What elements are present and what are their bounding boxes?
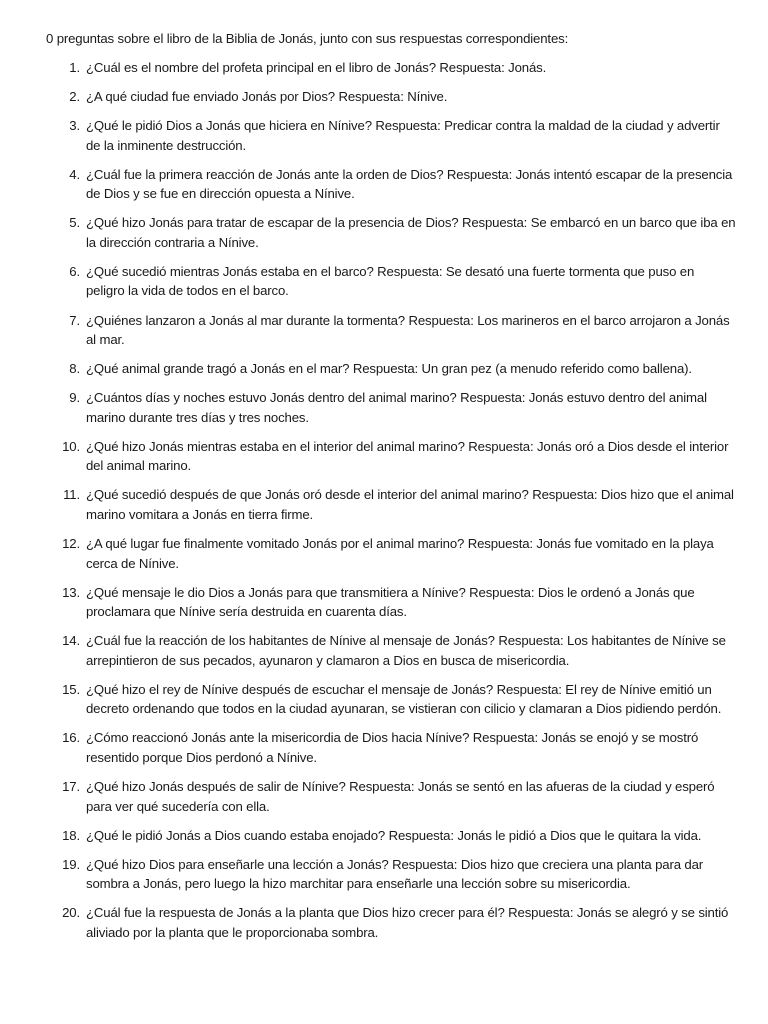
question-text: ¿A qué ciudad fue enviado Jonás por Dios? Respuesta: Nínive. [86, 89, 448, 105]
question-item [46, 826, 736, 846]
question-number: 11. [63, 487, 80, 503]
question-text: ¿Qué le pidió Jonás a Dios cuando estaba enojado? Respuesta: Jonás le pidió a Dios que le quitara la vida. [86, 827, 702, 843]
question-number: 18. [62, 827, 80, 843]
question-text: ¿Cuál es el nombre del profeta principal en el libro de Jonás? Respuesta: Jonás. [86, 60, 547, 75]
question-number: 8. [69, 361, 80, 377]
question-text: ¿Qué hizo Jonás para tratar de escapar de la presencia de Dios? Respuesta: Se embarcó en un barco que iba en la dirección contraria a Nínive. [86, 215, 736, 250]
question-number: 20. [62, 905, 80, 921]
question-number: 16. [62, 730, 80, 746]
question-item [46, 680, 736, 719]
question-item [46, 583, 736, 622]
question-item [46, 311, 736, 350]
question-item [46, 213, 736, 252]
question-number: 6. [69, 263, 80, 279]
question-number: 1. [69, 60, 80, 75]
question-item [46, 534, 736, 573]
question-item [46, 485, 736, 524]
question-number: 17. [62, 779, 80, 794]
question-number: 2. [69, 89, 80, 105]
question-item [46, 58, 736, 78]
question-item [46, 87, 736, 107]
question-number: 4. [69, 166, 80, 182]
question-text: ¿Qué hizo Jonás mientras estaba en el interior del animal marino? Respuesta: Jonás oró a Dios desde el interior del animal marino. [86, 438, 729, 474]
question-item [46, 437, 736, 476]
intro-text: 0 preguntas sobre el libro de la Biblia de Jonás, junto con sus respuestas correspondientes: [46, 31, 569, 46]
question-item [46, 728, 736, 767]
question-text: ¿Qué animal grande tragó a Jonás en el mar? Respuesta: Un gran pez (a menudo referido como ballena). [86, 361, 692, 377]
question-text: ¿Qué sucedió después de que Jonás oró desde el interior del animal marino? Respuesta: Dios hizo que el animal marino vomitara a Jonás en tierra firme. [86, 487, 734, 522]
question-item [46, 777, 736, 816]
question-number: 15. [62, 681, 80, 697]
question-number: 19. [62, 856, 80, 872]
question-text: ¿Cuál fue la reacción de los habitantes de Nínive al mensaje de Jonás? Respuesta: Los habitantes de Nínive se arrepintieron de sus pecados, ayunaron y clamaron a Dios en busca de misericordia. [86, 633, 726, 668]
question-text: ¿Qué hizo el rey de Nínive después de escuchar el mensaje de Jonás? Respuesta: El rey de Nínive emitió un decreto ordenando que todos en la ciudad ayunaran, se vistieran con cilicio y clamaran a Dios pidiendo perdón. [86, 681, 722, 717]
question-text: ¿Qué hizo Jonás después de salir de Nínive? Respuesta: Jonás se sentó en las afueras de la ciudad y esperó para ver qué sucedería con ella. [86, 779, 715, 814]
question-item [46, 855, 736, 894]
question-number: 14. [62, 633, 80, 649]
question-item [46, 165, 736, 204]
question-item [46, 262, 736, 301]
question-text: ¿Cuántos días y noches estuvo Jonás dentro del animal marino? Respuesta: Jonás estuvo dentro del animal marino durante tres días y tres noches. [86, 390, 707, 425]
question-text: ¿Qué sucedió mientras Jonás estaba en el barco? Respuesta: Se desató una fuerte tormenta que puso en peligro la vida de todos en el barco. [86, 263, 695, 299]
question-number: 10. [62, 438, 80, 454]
question-item [46, 388, 736, 427]
question-number: 12. [62, 536, 80, 552]
question-number: 3. [69, 118, 80, 134]
question-text: ¿Qué hizo Dios para enseñarle una lección a Jonás? Respuesta: Dios hizo que creciera una planta para dar sombra a Jonás, pero luego la hizo marchitar para enseñarle una lección sobre su misericordia. [86, 856, 704, 892]
question-item [46, 116, 736, 155]
question-text: ¿Qué le pidió Dios a Jonás que hiciera en Nínive? Respuesta: Predicar contra la maldad de la ciudad y advertir de la inminente destrucción. [86, 118, 720, 153]
question-item [46, 903, 736, 942]
question-text: ¿Quiénes lanzaron a Jonás al mar durante la tormenta? Respuesta: Los marineros en el barco arrojaron a Jonás al mar. [86, 312, 730, 348]
question-text: ¿Cuál fue la respuesta de Jonás a la planta que Dios hizo crecer para él? Respuesta: Jonás se alegró y se sintió aliviado por la planta que le proporcionaba sombra. [86, 905, 729, 940]
question-text: ¿A qué lugar fue finalmente vomitado Jonás por el animal marino? Respuesta: Jonás fue vomitado en la playa cerca de Nínive. [86, 536, 714, 571]
question-text: ¿Cuál fue la primera reacción de Jonás ante la orden de Dios? Respuesta: Jonás intentó escapar de la presencia de Dios y se fue en dirección opuesta a Nínive. [86, 166, 733, 202]
question-number: 9. [69, 390, 80, 406]
question-item [46, 631, 736, 670]
question-number: 13. [62, 584, 80, 600]
question-number: 5. [69, 215, 80, 231]
question-text: ¿Cómo reaccionó Jonás ante la misericordia de Dios hacia Nínive? Respuesta: Jonás se enojó y se mostró resentido porque Dios perdonó a Nínive. [86, 730, 699, 765]
question-list [46, 58, 736, 952]
question-item [46, 359, 736, 379]
question-number: 7. [69, 312, 80, 328]
question-text: ¿Qué mensaje le dio Dios a Jonás para que transmitiera a Nínive? Respuesta: Dios le ordenó a Jonás que proclamara que Nínive sería destruida en cuarenta días. [86, 584, 695, 620]
